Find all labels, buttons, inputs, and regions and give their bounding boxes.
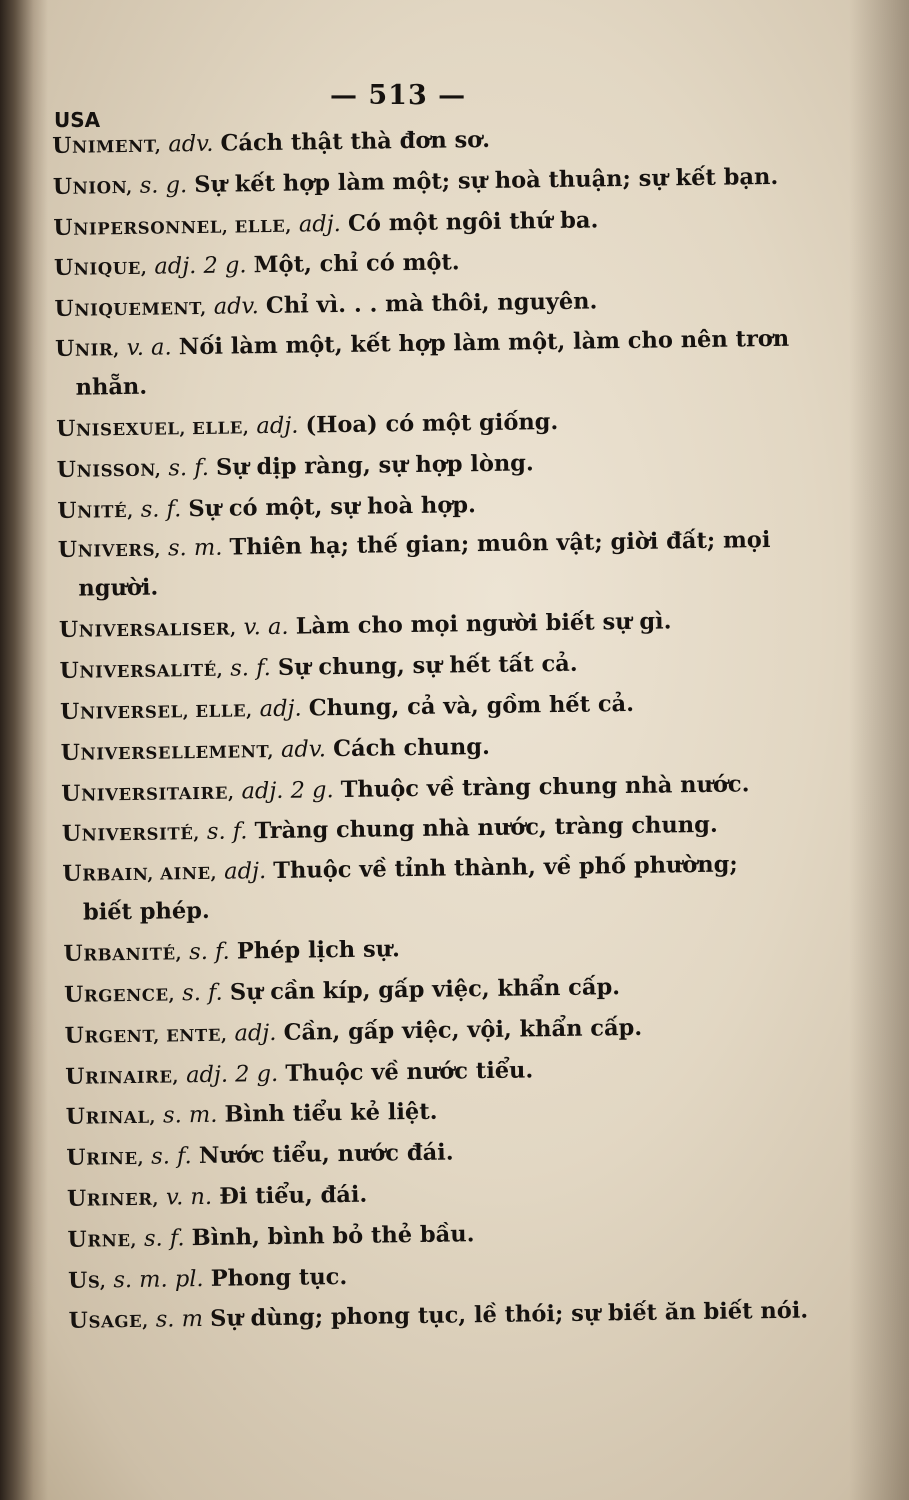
headword-initial: U (59, 698, 81, 725)
headword-initial: U (61, 821, 82, 848)
entry-grammar: adj. (256, 412, 299, 440)
headword-initial: U (60, 739, 81, 766)
entry-definition: Sự có một, sự hoà hợp. (188, 491, 476, 522)
entry-grammar: adj. 2 g. (185, 1060, 279, 1088)
entry-grammar: s. f. (230, 655, 271, 682)
entry-definition: Thuộc về nước tiểu. (285, 1056, 534, 1087)
headword-initial: U (62, 860, 83, 888)
entry-headword (56, 415, 250, 442)
entry-grammar: s. f. (151, 1143, 192, 1170)
headword-rest: NIVERSITAIRE, (81, 783, 235, 805)
entry-definition: Làm cho mọi người biết sự gì. (295, 608, 672, 641)
headword-initial: U (65, 1063, 86, 1090)
entry-definition: Sự kết hợp làm một; sự hoà thuận; sự kết bạn. (194, 163, 779, 198)
headword-initial: U (65, 1103, 86, 1131)
headword-rest: NITÉ, (77, 501, 134, 522)
headword-initial: U (57, 537, 78, 564)
entry-headword (63, 981, 176, 1008)
entry-headword (54, 335, 120, 362)
entry-definition-continuation: biết phép. (82, 898, 210, 926)
entry-headword (63, 940, 183, 968)
headword-rest: NISEXUEL, ELLE, (75, 418, 250, 440)
entry-grammar: v. a. (126, 334, 172, 361)
headword-initial: U (53, 214, 74, 241)
entry-grammar: v. a. (243, 614, 289, 641)
entry-grammar: adv. (280, 736, 327, 763)
edge-shadow (849, 0, 909, 1500)
entry-definition: Một, chỉ có một. (253, 249, 460, 279)
entry-definition: (Hoa) có một giống. (305, 408, 559, 439)
entry-grammar: s. f. (168, 454, 210, 482)
entry-headword (53, 255, 148, 282)
entry-definition: Phép lịch sự. (236, 936, 401, 965)
headword-initial: U (61, 780, 82, 807)
entry-list (52, 116, 809, 1342)
entry-definition: Thuộc về tràng chung nhà nước. (340, 770, 750, 803)
headword-rest: NIMENT, (71, 136, 162, 157)
entry-headword (57, 497, 134, 524)
entry-grammar: s. m (155, 1306, 204, 1333)
headword-rest: NIVERSELLEMENT, (80, 741, 274, 764)
headword-rest: NIR, (74, 340, 120, 360)
entry-headword (65, 1103, 157, 1131)
entry-grammar: s. f. (143, 1224, 185, 1252)
entry-grammar: s. f. (140, 495, 182, 523)
entry-headword (57, 537, 162, 564)
entry-grammar: s. m. (167, 535, 223, 562)
headword-initial: U (56, 415, 77, 442)
headword-rest: RGENCE, (83, 985, 176, 1006)
entry-headword (59, 698, 253, 725)
entry-headword (66, 1144, 145, 1172)
entry-grammar: s. f. (182, 979, 223, 1007)
headword-initial: U (59, 657, 80, 685)
entry-grammar: s. f. (188, 938, 230, 966)
headword-initial: U (54, 295, 75, 323)
page-number: — 513 — (330, 80, 467, 111)
entry-definition: Phong tục. (210, 1263, 348, 1292)
headword-rest: RINAIRE, (84, 1066, 180, 1088)
entry-definition: Có một ngôi thứ ba. (347, 206, 599, 237)
headword-initial: U (57, 497, 78, 524)
entry-definition-continuation: người. (78, 574, 159, 603)
entry-headword (66, 1185, 160, 1212)
headword-rest: NIQUE, (73, 259, 148, 280)
entry-headword (58, 617, 237, 644)
entry-grammar: adj. (259, 695, 302, 723)
entry-grammar: adv. (213, 293, 259, 320)
headword-rest: RBAIN, AINE, (82, 863, 218, 885)
headword-initial: U (68, 1307, 89, 1335)
headword-rest: NION, (72, 177, 133, 198)
headword-rest: SAGE, (88, 1312, 149, 1332)
headword-initial: U (66, 1185, 87, 1212)
entry-headword (61, 821, 200, 848)
entry-grammar: adj. (234, 1019, 277, 1047)
entry-headword (64, 1022, 228, 1049)
entry-definition: Cần, gấp việc, vội, khẩn cấp. (283, 1014, 643, 1046)
entry-grammar: s. f. (206, 818, 248, 846)
entry-grammar: adj. 2 g. (241, 776, 334, 804)
headword-rest: NIVERSALISER, (78, 619, 237, 642)
entry-definition: Bình tiểu kẻ liệt. (224, 1099, 438, 1129)
headword-rest: NIVERS, (77, 540, 162, 562)
entry-definition: Chỉ vì. . . mà thôi, nguyên. (265, 288, 598, 320)
headword-initial: U (67, 1267, 89, 1294)
entry-grammar: adj. (298, 210, 342, 238)
headword-rest: RINE, (86, 1148, 145, 1169)
entry-grammar: s. g. (139, 171, 188, 199)
entry-headword (65, 1063, 180, 1090)
entry-grammar: v. n. (165, 1183, 213, 1211)
entry-definition: Đi tiểu, đái. (219, 1181, 368, 1210)
entry-headword (54, 295, 207, 323)
headword-initial: U (53, 255, 74, 282)
entry-headword (60, 739, 274, 766)
headword-rest: NIVERSITÉ, (81, 824, 200, 846)
entry-definition: Thiên hạ; thế gian; muôn vật; giời đất; mọi (229, 527, 771, 561)
entry-grammar: adj. (224, 858, 267, 885)
headword-rest: RBANITÉ, (83, 944, 183, 965)
headword-initial: U (63, 981, 85, 1008)
headword-rest: RGENT, ENTE, (84, 1025, 228, 1047)
entry-definition: Sự cần kíp, gấp việc, khẩn cấp. (229, 974, 621, 1006)
entry-headword (67, 1226, 138, 1253)
entry-grammar: adv. (168, 130, 214, 158)
spine-shadow (0, 0, 48, 1500)
headword-initial: U (54, 335, 76, 362)
headword-rest: RINER, (86, 1189, 160, 1210)
running-header-word: USA (54, 108, 101, 132)
entry-headword (68, 1307, 149, 1335)
headword-rest: NIVERSALITÉ, (79, 660, 224, 682)
entry-definition: Sự dịp ràng, sự hợp lòng. (215, 450, 534, 481)
entry-definition: Cách chung. (332, 733, 491, 762)
headword-initial: U (58, 617, 80, 644)
entry-grammar: s. m. pl. (113, 1265, 204, 1293)
entry-headword (61, 780, 235, 807)
headword-rest: NIQUEMENT, (74, 299, 207, 320)
headword-initial: U (66, 1144, 87, 1172)
entry-grammar: adj. 2 g. (154, 252, 247, 280)
entry-definition: Bình, bình bỏ thẻ bầu. (191, 1220, 475, 1251)
headword-rest: RNE, (87, 1230, 138, 1251)
entry-grammar: s. m. (162, 1102, 218, 1129)
entry-headword (52, 132, 162, 159)
entry-headword (59, 657, 224, 685)
headword-rest: RINAL, (85, 1107, 157, 1128)
entry-definition: Thuộc về tỉnh thành, về phố phường; (273, 851, 738, 885)
headword-initial: U (56, 456, 77, 483)
headword-initial: U (67, 1226, 88, 1253)
entry-headword (56, 456, 162, 483)
headword-initial: U (63, 940, 84, 968)
entry-definition: Cách thật thà đơn sơ. (220, 126, 491, 157)
entry-definition: Chung, cả và, gồm hết cả. (308, 690, 635, 722)
entry-definition: Sự chung, sự hết tất cả. (277, 650, 578, 682)
headword-initial: U (52, 173, 73, 200)
entry-headword (67, 1267, 107, 1294)
entry-headword (62, 860, 218, 888)
headword-initial: U (52, 132, 73, 159)
entry-definition-continuation: nhẵn. (75, 373, 148, 401)
entry-definition: Nối làm một, kết hợp làm một, làm cho nên trơn (178, 325, 790, 361)
entry-definition: Sự dùng; phong tục, lề thói; sự biết ăn biết nói. (209, 1297, 809, 1333)
entry-headword (53, 214, 292, 241)
headword-initial: U (64, 1022, 85, 1049)
entry-definition: Nước tiểu, nước đái. (198, 1139, 454, 1170)
entry-headword (52, 173, 133, 200)
headword-rest: NISSON, (76, 460, 162, 481)
headword-rest: S, (87, 1271, 107, 1292)
headword-rest: NIPERSONNEL, ELLE, (73, 216, 292, 239)
headword-rest: NIVERSEL, ELLE, (79, 701, 253, 723)
entry-definition: Tràng chung nhà nước, tràng chung. (254, 812, 718, 845)
